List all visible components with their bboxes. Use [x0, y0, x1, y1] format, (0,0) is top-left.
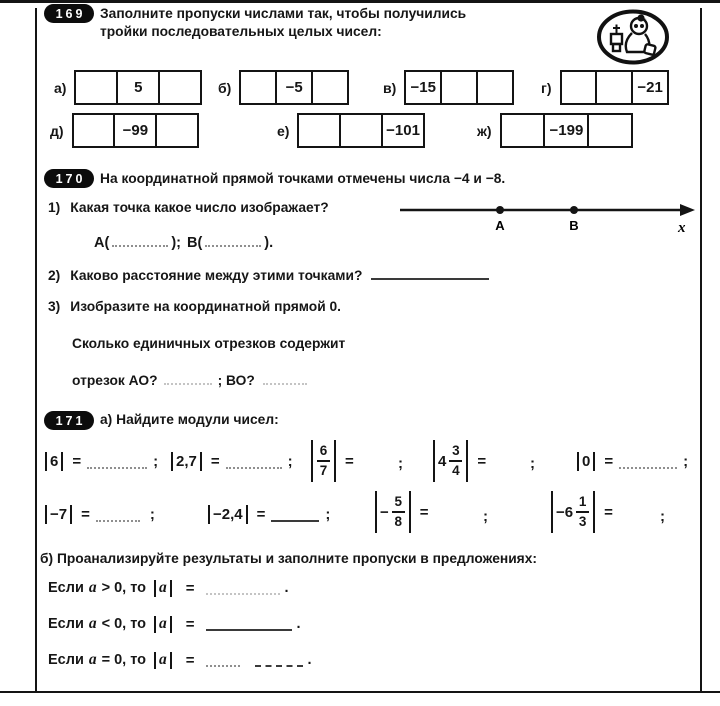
- answer-cell[interactable]: [595, 70, 633, 105]
- absolute-value-bars: [372, 491, 414, 533]
- right-rule: [700, 8, 702, 692]
- answer-blank[interactable]: [371, 266, 489, 280]
- absolute-value-bars: [548, 491, 598, 533]
- group-label: д): [50, 122, 64, 139]
- sentence-a-negative: [48, 615, 301, 633]
- answer-b-blank[interactable]: [205, 233, 261, 247]
- condition-text: > 0, то: [101, 580, 147, 596]
- answer-cell[interactable]: [587, 113, 633, 148]
- triple-cells: [500, 113, 634, 148]
- variable-a: a: [159, 579, 167, 596]
- semicolon: ;: [483, 508, 488, 525]
- triple-cells: [404, 70, 514, 105]
- answer-ao-blank[interactable]: [164, 371, 212, 385]
- fraction: [392, 495, 405, 528]
- modulus-value: 2,7: [176, 453, 197, 470]
- modulus-item-neg6-1-3-mixed: [548, 491, 619, 533]
- left-rule: [35, 8, 37, 692]
- variable-a: a: [159, 651, 167, 668]
- condition-text: = 0, то: [101, 652, 147, 668]
- answer-blank[interactable]: [271, 508, 319, 522]
- modulus-item-6-7-fraction: [308, 440, 360, 482]
- equals-sign: =: [345, 452, 354, 470]
- semicolon: ;: [325, 506, 331, 523]
- modulus-value: 0: [582, 453, 591, 470]
- period: .: [296, 616, 301, 632]
- triple-group-d: [50, 113, 199, 148]
- answer-blank[interactable]: [619, 455, 677, 469]
- absolute-value-bars: [308, 440, 339, 482]
- equals-sign: =: [256, 506, 266, 523]
- given-cell: 5: [116, 70, 160, 105]
- answer-a-blank[interactable]: [112, 233, 168, 247]
- question-number: 2): [48, 268, 61, 283]
- modulus-item-0: [574, 452, 688, 471]
- given-cell: −99: [113, 113, 157, 148]
- task170-q2: [48, 266, 489, 283]
- modulus-item-2-7: [168, 452, 293, 471]
- absolute-value-bars: [151, 651, 175, 669]
- answer-bo-blank[interactable]: [263, 371, 307, 385]
- triple-group-b: [218, 70, 349, 105]
- period: .: [307, 652, 312, 668]
- modulus-value: 6: [50, 453, 59, 470]
- group-label: г): [541, 79, 552, 96]
- equals-sign: =: [81, 506, 90, 523]
- top-rule: [0, 0, 720, 3]
- given-cell: −5: [275, 70, 313, 105]
- semicolon: ;: [530, 455, 535, 472]
- group-label: ж): [477, 122, 492, 139]
- task170-q3: [48, 299, 341, 314]
- triple-group-v: [383, 70, 514, 105]
- word-if: Если: [48, 580, 84, 596]
- fraction: [576, 495, 589, 528]
- equals-sign: =: [185, 615, 195, 633]
- answer-cell[interactable]: [339, 113, 383, 148]
- answer-blank[interactable]: [255, 653, 303, 667]
- answer-blank[interactable]: [206, 653, 240, 667]
- absolute-value-bars: [430, 440, 471, 482]
- numerator: 3: [452, 443, 460, 459]
- answer-cell[interactable]: [155, 113, 199, 148]
- absolute-value-bars: [574, 452, 598, 471]
- variable-a: a: [88, 651, 97, 668]
- answer-cell[interactable]: [297, 113, 341, 148]
- given-cell: −15: [404, 70, 442, 105]
- triple-cells: [560, 70, 670, 105]
- modulus-item-neg2-4: [205, 505, 330, 524]
- equals-sign: =: [604, 503, 613, 521]
- numerator: 6: [319, 443, 328, 459]
- answer-blank[interactable]: [206, 581, 280, 595]
- scientist-cartoon-icon: [596, 9, 670, 65]
- task170-title: На координатной прямой точками отмечены числа −4 и −8.: [100, 171, 506, 186]
- answer-blank[interactable]: [96, 508, 140, 522]
- semicolon: ;: [398, 455, 403, 472]
- equals-sign: =: [185, 651, 195, 669]
- answer-cell[interactable]: [72, 113, 116, 148]
- modulus-value: −7: [50, 506, 68, 523]
- equals-sign: =: [210, 453, 220, 470]
- triple-group-zh: [477, 113, 633, 148]
- equals-sign: =: [185, 579, 195, 597]
- modulus-item-4-3-4-mixed: [430, 440, 492, 482]
- answer-cell[interactable]: [440, 70, 478, 105]
- absolute-value-bars: [205, 505, 251, 524]
- semicolon: ;: [660, 508, 665, 525]
- answer-cell[interactable]: [476, 70, 514, 105]
- word-if: Если: [48, 652, 84, 668]
- variable-a: a: [159, 615, 167, 632]
- denominator: 8: [394, 513, 403, 529]
- modulus-item-neg5-8-fraction: [372, 491, 435, 533]
- modulus-item-6: [42, 452, 158, 471]
- modulus-item-neg7: [42, 505, 155, 524]
- question-text: ; ВО?: [217, 373, 255, 388]
- question-number: 1): [48, 200, 61, 215]
- task-badge-171: 171: [44, 411, 94, 430]
- absolute-value-bars: [42, 452, 66, 471]
- triple-group-e: [277, 113, 425, 148]
- number-line: [396, 194, 696, 238]
- minus-sign: −: [380, 503, 389, 521]
- task170-q3-line3: [72, 371, 307, 388]
- semicolon: ;: [149, 506, 155, 523]
- triple-cells: [239, 70, 349, 105]
- given-cell: −199: [543, 113, 589, 148]
- answer-cell[interactable]: [158, 70, 202, 105]
- answer-cell[interactable]: [560, 70, 598, 105]
- denominator: 4: [452, 462, 460, 478]
- task169-title-line1: Заполните пропуски числами так, чтобы получились: [100, 6, 467, 21]
- numerator: 5: [394, 494, 403, 510]
- answer-b-close: ).: [264, 235, 274, 251]
- answer-blank[interactable]: [226, 455, 282, 469]
- numerator: 1: [578, 494, 587, 510]
- whole-part: 4: [438, 452, 447, 470]
- question-text: Сколько единичных отрезков содержит: [72, 336, 346, 351]
- answer-blank[interactable]: [87, 455, 147, 469]
- answer-b-open: В(: [186, 235, 203, 251]
- fraction: [317, 444, 330, 477]
- sentence-a-zero: [48, 651, 312, 669]
- triple-group-g: [541, 70, 669, 105]
- group-label: в): [383, 79, 397, 96]
- axis-x-label: x: [678, 220, 686, 236]
- given-cell: −21: [631, 70, 669, 105]
- absolute-value-bars: [42, 505, 75, 524]
- task171-part-b-heading: б) Проанализируйте результаты и заполните пропуски в предложениях:: [40, 551, 538, 566]
- variable-a: a: [88, 615, 97, 632]
- answer-cell[interactable]: [239, 70, 277, 105]
- denominator: 7: [319, 462, 328, 478]
- triple-group-a: [54, 70, 202, 105]
- group-label: е): [277, 122, 290, 139]
- modulus-value: −2,4: [213, 506, 243, 523]
- task169-title-line2: тройки последовательных целых чисел:: [100, 24, 382, 39]
- equals-sign: =: [72, 453, 82, 470]
- answer-a-close: );: [171, 235, 181, 251]
- answer-cell[interactable]: [500, 113, 546, 148]
- group-label: а): [54, 79, 67, 96]
- condition-text: < 0, то: [101, 616, 147, 632]
- absolute-value-bars: [151, 579, 175, 597]
- task170-q1: [48, 200, 329, 215]
- equals-sign: =: [604, 453, 614, 470]
- triple-cells: [74, 70, 202, 105]
- equals-sign: =: [477, 452, 487, 470]
- bottom-rule: [0, 691, 720, 693]
- task171-part-a-heading: а) Найдите модули чисел:: [100, 412, 279, 427]
- absolute-value-bars: [151, 615, 175, 633]
- fraction: [449, 444, 462, 477]
- denominator: 3: [578, 513, 587, 529]
- task-badge-169: 169: [44, 4, 94, 23]
- triple-cells: [72, 113, 200, 148]
- word-if: Если: [48, 616, 84, 632]
- semicolon: ;: [153, 453, 159, 470]
- group-label: б): [218, 79, 232, 96]
- semicolon: ;: [683, 453, 689, 470]
- answer-cell[interactable]: [311, 70, 349, 105]
- variable-a: a: [88, 579, 97, 596]
- sentence-a-positive: [48, 579, 289, 597]
- answer-cell[interactable]: [74, 70, 118, 105]
- question-text: отрезок АО?: [72, 373, 158, 388]
- question-text: Изобразите на координатной прямой 0.: [70, 299, 342, 314]
- question-text: Каково расстояние между этими точками?: [70, 268, 363, 283]
- question-number: 3): [48, 299, 61, 314]
- answer-a-open: А(: [94, 235, 110, 251]
- triple-cells: [297, 113, 425, 148]
- whole-part: −6: [556, 503, 574, 521]
- task170-q3-line2: [72, 336, 345, 351]
- period: .: [284, 580, 289, 596]
- task170-ab-answer-line: [94, 233, 273, 251]
- equals-sign: =: [419, 503, 429, 521]
- point-a-label: А: [495, 218, 505, 233]
- given-cell: −101: [381, 113, 425, 148]
- answer-blank[interactable]: [206, 617, 292, 631]
- point-b-label: В: [569, 218, 579, 233]
- semicolon: ;: [287, 453, 293, 470]
- task-badge-170: 170: [44, 169, 94, 188]
- absolute-value-bars: [168, 452, 205, 471]
- question-text: Какая точка какое число изображает?: [70, 200, 329, 215]
